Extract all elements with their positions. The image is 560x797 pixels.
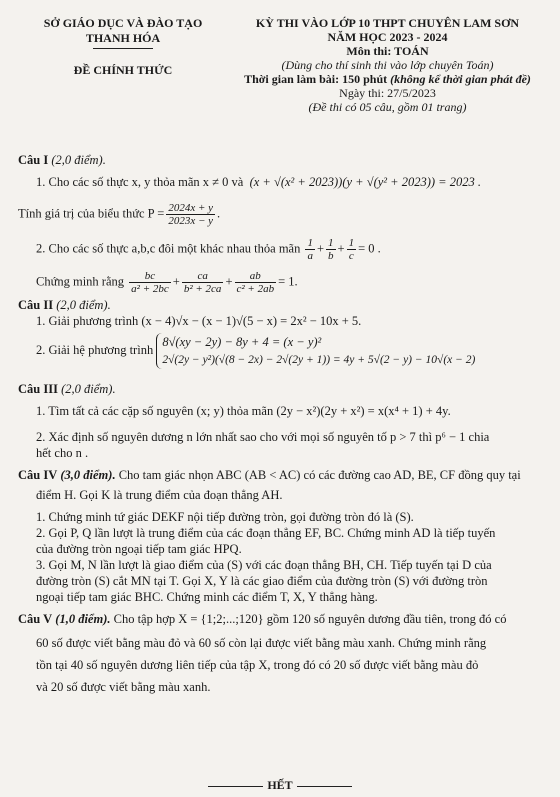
equation-system: 8√(xy − 2y) − 8y + 4 = (x − y)² 2√(2y − y²)(√(8 − 2x) − 2√(2y + 1)) = 4y + 5√(2 − y) − 10√(x − 2) — [156, 333, 475, 369]
q5-line3: tồn tại 40 số nguyên dương liên tiếp của tập X, trong đó có 20 số được viết bằng màu đỏ — [36, 658, 479, 672]
exam-time: Thời gian làm bài: 150 phút (không kể thời gian phát đề) — [244, 72, 531, 86]
q1-heading: Câu I (2,0 điểm). — [18, 153, 106, 167]
q4-heading: Câu IV (3,0 điểm). Cho tam giác nhọn ABC (AB < AC) có các đường cao AD, BE, CF đồng quy tại — [18, 468, 521, 482]
department-name: SỞ GIÁO DỤC VÀ ĐÀO TẠO — [43, 16, 203, 30]
exam-title: KỲ THI VÀO LỚP 10 THPT CHUYÊN LAM SƠN — [255, 16, 520, 30]
q3-part2-cont: hết cho n . — [36, 446, 89, 460]
q2-heading: Câu II (2,0 điểm). — [18, 298, 111, 312]
q1-part1-ask: Tính giá trị của biểu thức P = $\frac{2024x + y}{2023x - y}$ . — [18, 202, 221, 227]
school-year: NĂM HỌC 2023 - 2024 — [327, 30, 448, 44]
q3-heading: Câu III (2,0 điểm). — [18, 382, 116, 396]
q5-heading: Câu V (1,0 điểm). Cho tập hợp X = {1;2;...;120} gồm 120 số nguyên dương đầu tiên, trong đó có — [18, 612, 507, 626]
q5-line4: và 20 số được viết bằng màu xanh. — [36, 680, 211, 694]
q4-intro: điểm H. Gọi K là trung điểm của đoạn thẳng AH. — [36, 488, 283, 502]
q4-part3-cont1: đường tròn (S) cắt MN tại T. Gọi X, Y là các giao điểm của đường tròn (S) với đường tròn — [36, 574, 488, 588]
q1-part2-prove: Chứng minh rằng $\frac{bc}{\text{a² + 2bc}}$ + $\frac{ca}{\text{b² + 2ca}}$ + $\frac{ab}{\text{c² + 2ab}}$ = 1. — [36, 270, 298, 295]
q4-part3: 3. Gọi M, N lần lượt là giao điểm của (S) với các đoạn thẳng BH, CH. Tiếp tuyến tại D của — [36, 558, 492, 572]
q1-part1: 1. Cho các số thực x, y thỏa mãn x ≠ 0 và (x + √(x² + 2023))(y + √(y² + 2023)) = 2023 . — [36, 175, 481, 189]
q1-part2: 2. Cho các số thực a,b,c đôi một khác nhau thỏa mãn $\frac{1}{a}$ + $\frac{1}{b}$ + $\frac{1}{c}$ = 0 . — [36, 237, 381, 262]
q5-line2: 60 số được viết bằng màu đỏ và 60 số còn lại được viết bằng màu xanh. Chứng minh rằng — [36, 636, 487, 650]
q4-part3-cont2: ngoại tiếp tam giác BHC. Chứng minh các điểm T, X, Y thẳng hàng. — [36, 590, 378, 604]
q3-part2: 2. Xác định số nguyên dương n lớn nhất sao cho với mọi số nguyên tố p > 7 thì p⁶ − 1 chia — [36, 430, 490, 444]
exam-date: Ngày thi: 27/5/2023 — [339, 86, 436, 100]
page-count: (Đề thi có 05 câu, gồm 01 trang) — [308, 100, 467, 114]
q2-part1: 1. Giải phương trình (x − 4)√x − (x − 1)√(5 − x) = 2x² − 10x + 5. — [36, 314, 362, 328]
header-divider — [93, 48, 153, 49]
exam-note: (Dùng cho thí sinh thi vào lớp chuyên Toán) — [281, 58, 494, 72]
end-marker: HẾT — [0, 778, 560, 793]
header-left — [18, 16, 228, 78]
province-name: THANH HÓA — [85, 31, 161, 45]
q3-part1: 1. Tìm tất cả các cặp số nguyên (x; y) thỏa mãn (2y − x²)(2y + x²) = x(x⁴ + 1) + 4y. — [36, 404, 451, 418]
header-right — [225, 16, 550, 114]
q2-part2: 2. Giải hệ phương trình 8√(xy − 2y) − 8y + 4 = (x − y)² 2√(2y − y²)(√(8 − 2x) − 2√(2y + 1)) = 4y + 5√(2 − y) − 10√(x − 2) — [18, 333, 548, 369]
exam-body — [18, 152, 548, 695]
official-label: ĐỀ CHÍNH THỨC — [73, 63, 173, 77]
q4-part2: 2. Gọi P, Q lần lượt là trung điểm của các đoạn thẳng EF, BC. Chứng minh AD là tiếp tuyến — [36, 526, 496, 540]
subject: Môn thi: TOÁN — [346, 44, 429, 58]
q4-part2-cont: của đường tròn ngoại tiếp tam giác HPQ. — [36, 542, 242, 556]
q4-part1: 1. Chứng minh tứ giác DEKF nội tiếp đường tròn, gọi đường tròn đó là (S). — [36, 510, 414, 524]
